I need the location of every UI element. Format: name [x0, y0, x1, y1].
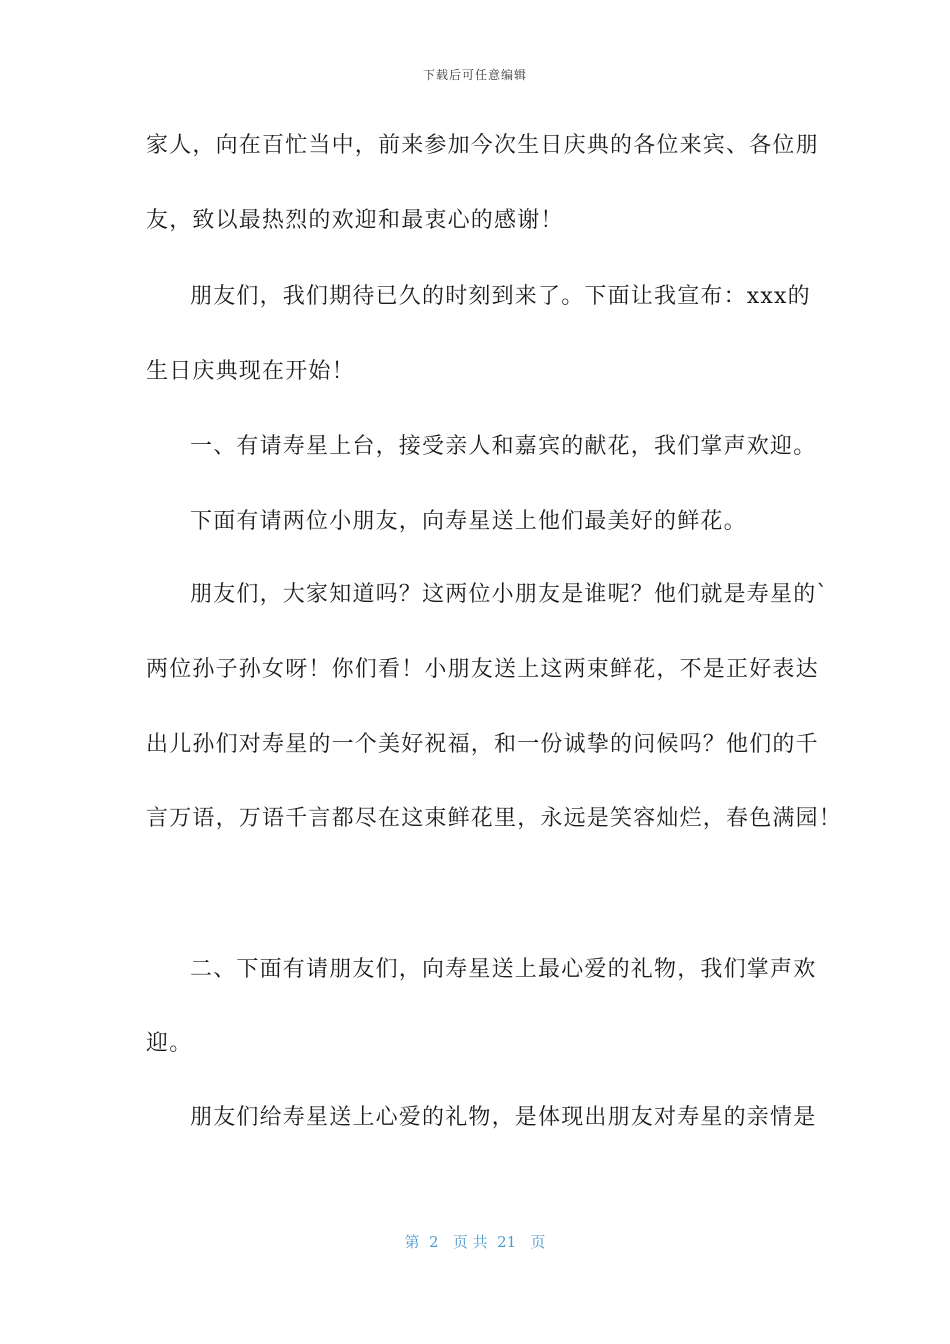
text-line: 生日庆典现在开始！ — [146, 359, 355, 384]
page-header: 下载后可任意编辑 — [422, 68, 527, 82]
text-line: 一、有请寿星上台，接受亲人和嘉宾的献花，我们掌声欢迎。 — [190, 434, 817, 459]
text-line: 下面有请两位小朋友，向寿星送上他们最美好的鲜花。 — [190, 509, 747, 534]
text-line: 出儿孙们对寿星的一个美好祝福，和一份诚挚的问候吗？他们的千 — [146, 732, 819, 757]
text-line: 家人，向在百忙当中，前来参加今次生日庆典的各位来宾、各位朋 — [146, 133, 819, 158]
text-line: 二、下面有请朋友们，向寿星送上最心爱的礼物，我们掌声欢 — [190, 957, 817, 982]
text-line: 迎。 — [146, 1031, 193, 1056]
text-line: 朋友们给寿星送上心爱的礼物，是体现出朋友对寿星的亲情是 — [190, 1105, 817, 1130]
text-line: 两位孙子孙女呀！你们看！小朋友送上这两束鲜花，不是正好表达 — [146, 657, 819, 682]
text-line: 友，致以最热烈的欢迎和最衷心的感谢！ — [146, 208, 564, 233]
page-number-footer: 第 2 页 共 21 页 — [404, 1233, 546, 1251]
text-line: 朋友们，大家知道吗？这两位小朋友是谁呢？他们就是寿星的` — [190, 582, 829, 607]
text-line: 言万语，万语千言都尽在这束鲜花里，永远是笑容灿烂，春色满园！ — [146, 806, 843, 831]
text-line: 朋友们，我们期待已久的时刻到来了。下面让我宣布：xxx的 — [190, 284, 811, 309]
